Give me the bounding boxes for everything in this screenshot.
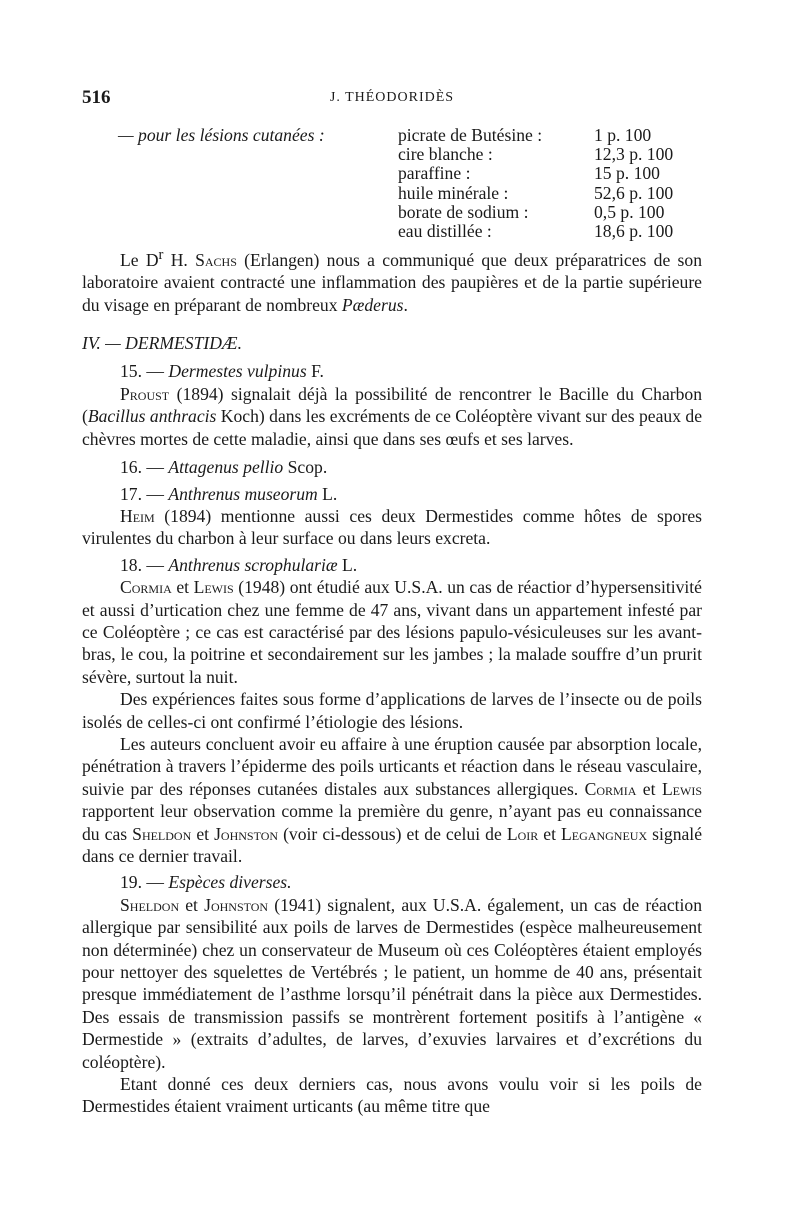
author-name: Lewis <box>193 577 234 598</box>
author-name: Loir <box>506 823 539 844</box>
ingredient-name: picrate de Butésine : <box>398 125 543 145</box>
species-heading-15: 15. — Dermestes vulpinus F. <box>120 361 324 382</box>
author-name: Cormia <box>120 577 172 598</box>
ingredient-amount: 18,6 p. 100 <box>594 220 674 241</box>
paragraph-15: Proust (1894) signalait déjà la possibilité de rencontrer le Bacille du Charbon (Bacillus anthracis Koch) dans les excréments de ce Coléoptère vivant sur des peaux de chèvres mortes de cette maladie, ainsi que dans ses œufs et ses larves. <box>82 383 702 449</box>
species-heading-17: 17. — Anthrenus museorum L. <box>120 483 338 504</box>
species-group-title: Espèces diverses. <box>168 872 292 893</box>
sachs-paragraph: Le $D^r$ H. Sachs (Erlangen) nous a communiqué que deux préparatrices de son laboratoire avaient contracté une inflammation des paupières et de la partie supérieure du visage en préparant de nombreux Pæderus. <box>82 247 702 315</box>
formula-ingredients <box>398 126 588 241</box>
author-name: Cormia <box>584 778 637 799</box>
species-name: Attagenus pellio <box>168 457 284 478</box>
formula-lead: — pour les lésions cutanées : <box>118 125 325 145</box>
author-name: Legangneux <box>561 823 648 844</box>
author-name: Sheldon <box>132 823 192 844</box>
ingredient-name: huile minérale : <box>398 182 509 203</box>
ingredient-amount: 52,6 p. 100 <box>594 182 674 203</box>
author-name: Sachs <box>195 249 237 270</box>
ingredient-amount: 12,3 p. 100 <box>594 144 674 165</box>
ingredient-amount: 15 p. 100 <box>594 163 660 184</box>
species-heading-18: 18. — Anthrenus scrophulariæ L. <box>120 554 358 575</box>
bacillus-name: Bacillus anthracis <box>87 406 217 427</box>
species-name: Anthrenus scrophulariæ <box>168 554 338 575</box>
species-heading-19: 19. — Espèces diverses. <box>120 872 292 893</box>
author-name: Proust <box>120 383 170 404</box>
paragraph-18c: Les auteurs concluent avoir eu affaire à une éruption causée par absorption locale, pénétration à travers l’épiderme des poils urticants et réaction dans le réseau vasculaire, suivie par des réponses cutanées distales aux substances allergiques. Cormia et Lewis rapportent leur observation comme la première du genre, n’ayant pas eu connaissance du cas Sheldon et Johnston (voir ci-dessous) et de celui de Loir et Legangneux signalé dans ce dernier travail. <box>82 733 703 867</box>
running-head: J. THÉODORIDÈS <box>329 90 455 105</box>
author-name: Johnston <box>204 894 269 915</box>
ingredient-amount: 0,5 p. 100 <box>594 201 665 222</box>
author-name: Lewis <box>661 778 703 799</box>
species-name: Anthrenus museorum <box>168 483 318 504</box>
author-name: Sheldon <box>120 894 180 915</box>
paragraph-19a: Sheldon et Johnston (1941) signalent, aux U.S.A. également, un cas de réaction allergique par sensibilité aux poils de larves de Dermestides (espèce malheureusement non déterminée) chez un conservateur de Museum où ces Coléoptères étaient employés pour nettoyer des squelettes de Vertébrés ; le patient, un homme de 40 ans, présentait presque immédiatement de l’asthme lorsqu’il pénétrait dans la pièce aux Dermestides. Des essais de transmission passifs se montrèrent fortement positifs à l’antigène « Dermestide » (extraits d’adultes, de larves, d’exuvies larvaires et d’excrétions du coléoptère). <box>82 894 703 1072</box>
author-name: Johnston <box>214 823 279 844</box>
ingredient-amount: 1 p. 100 <box>594 125 652 145</box>
paragraph-18a: Cormia et Lewis (1948) ont étudié aux U.S.A. un cas de réactior d’hypersensitivité et aussi d’urtication chez une femme de 47 ans, vivant dans un appartement infesté par ce Coléoptère ; ce cas est caractérisé par des lésions papulo-vésiculeuses sur les avant-bras, le cou, la poitrine et secondairement sur les jambes ; la malade souffre d’un prurit sévère, surtout la nuit. <box>82 577 702 687</box>
ingredient-name: eau distillée : <box>398 220 492 241</box>
paragraph-19b: Etant donné ces deux derniers cas, nous avons voulu voir si les poils de Dermestides étaient vraiment urticants (au même titre que <box>82 1074 702 1117</box>
genus-name: Pæderus <box>341 294 404 315</box>
section-heading: IV. — DERMESTIDÆ. <box>82 333 242 354</box>
body-text <box>82 244 702 1118</box>
paragraph-18b: Des expériences faites sous forme d’applications de larves de l’insecte ou de poils isolés de celles-ci ont confirmé l’étiologie des lésions. <box>82 689 702 732</box>
page-number: 516 <box>82 87 111 108</box>
author-name: Heim <box>120 505 155 526</box>
ingredient-name: cire blanche : <box>398 144 493 165</box>
formula-amounts <box>594 126 714 241</box>
page-header <box>82 87 702 113</box>
species-name: Dermestes vulpinus <box>168 361 307 382</box>
species-heading-16: 16. — Attagenus pellio Scop. <box>120 457 328 478</box>
paragraph-17: Heim (1894) mentionne aussi ces deux Dermestides comme hôtes de spores virulentes du charbon à leur surface ou dans leurs excreta. <box>82 505 702 549</box>
ingredient-name: borate de sodium : <box>398 201 529 222</box>
ingredient-name: paraffine : <box>398 163 471 184</box>
